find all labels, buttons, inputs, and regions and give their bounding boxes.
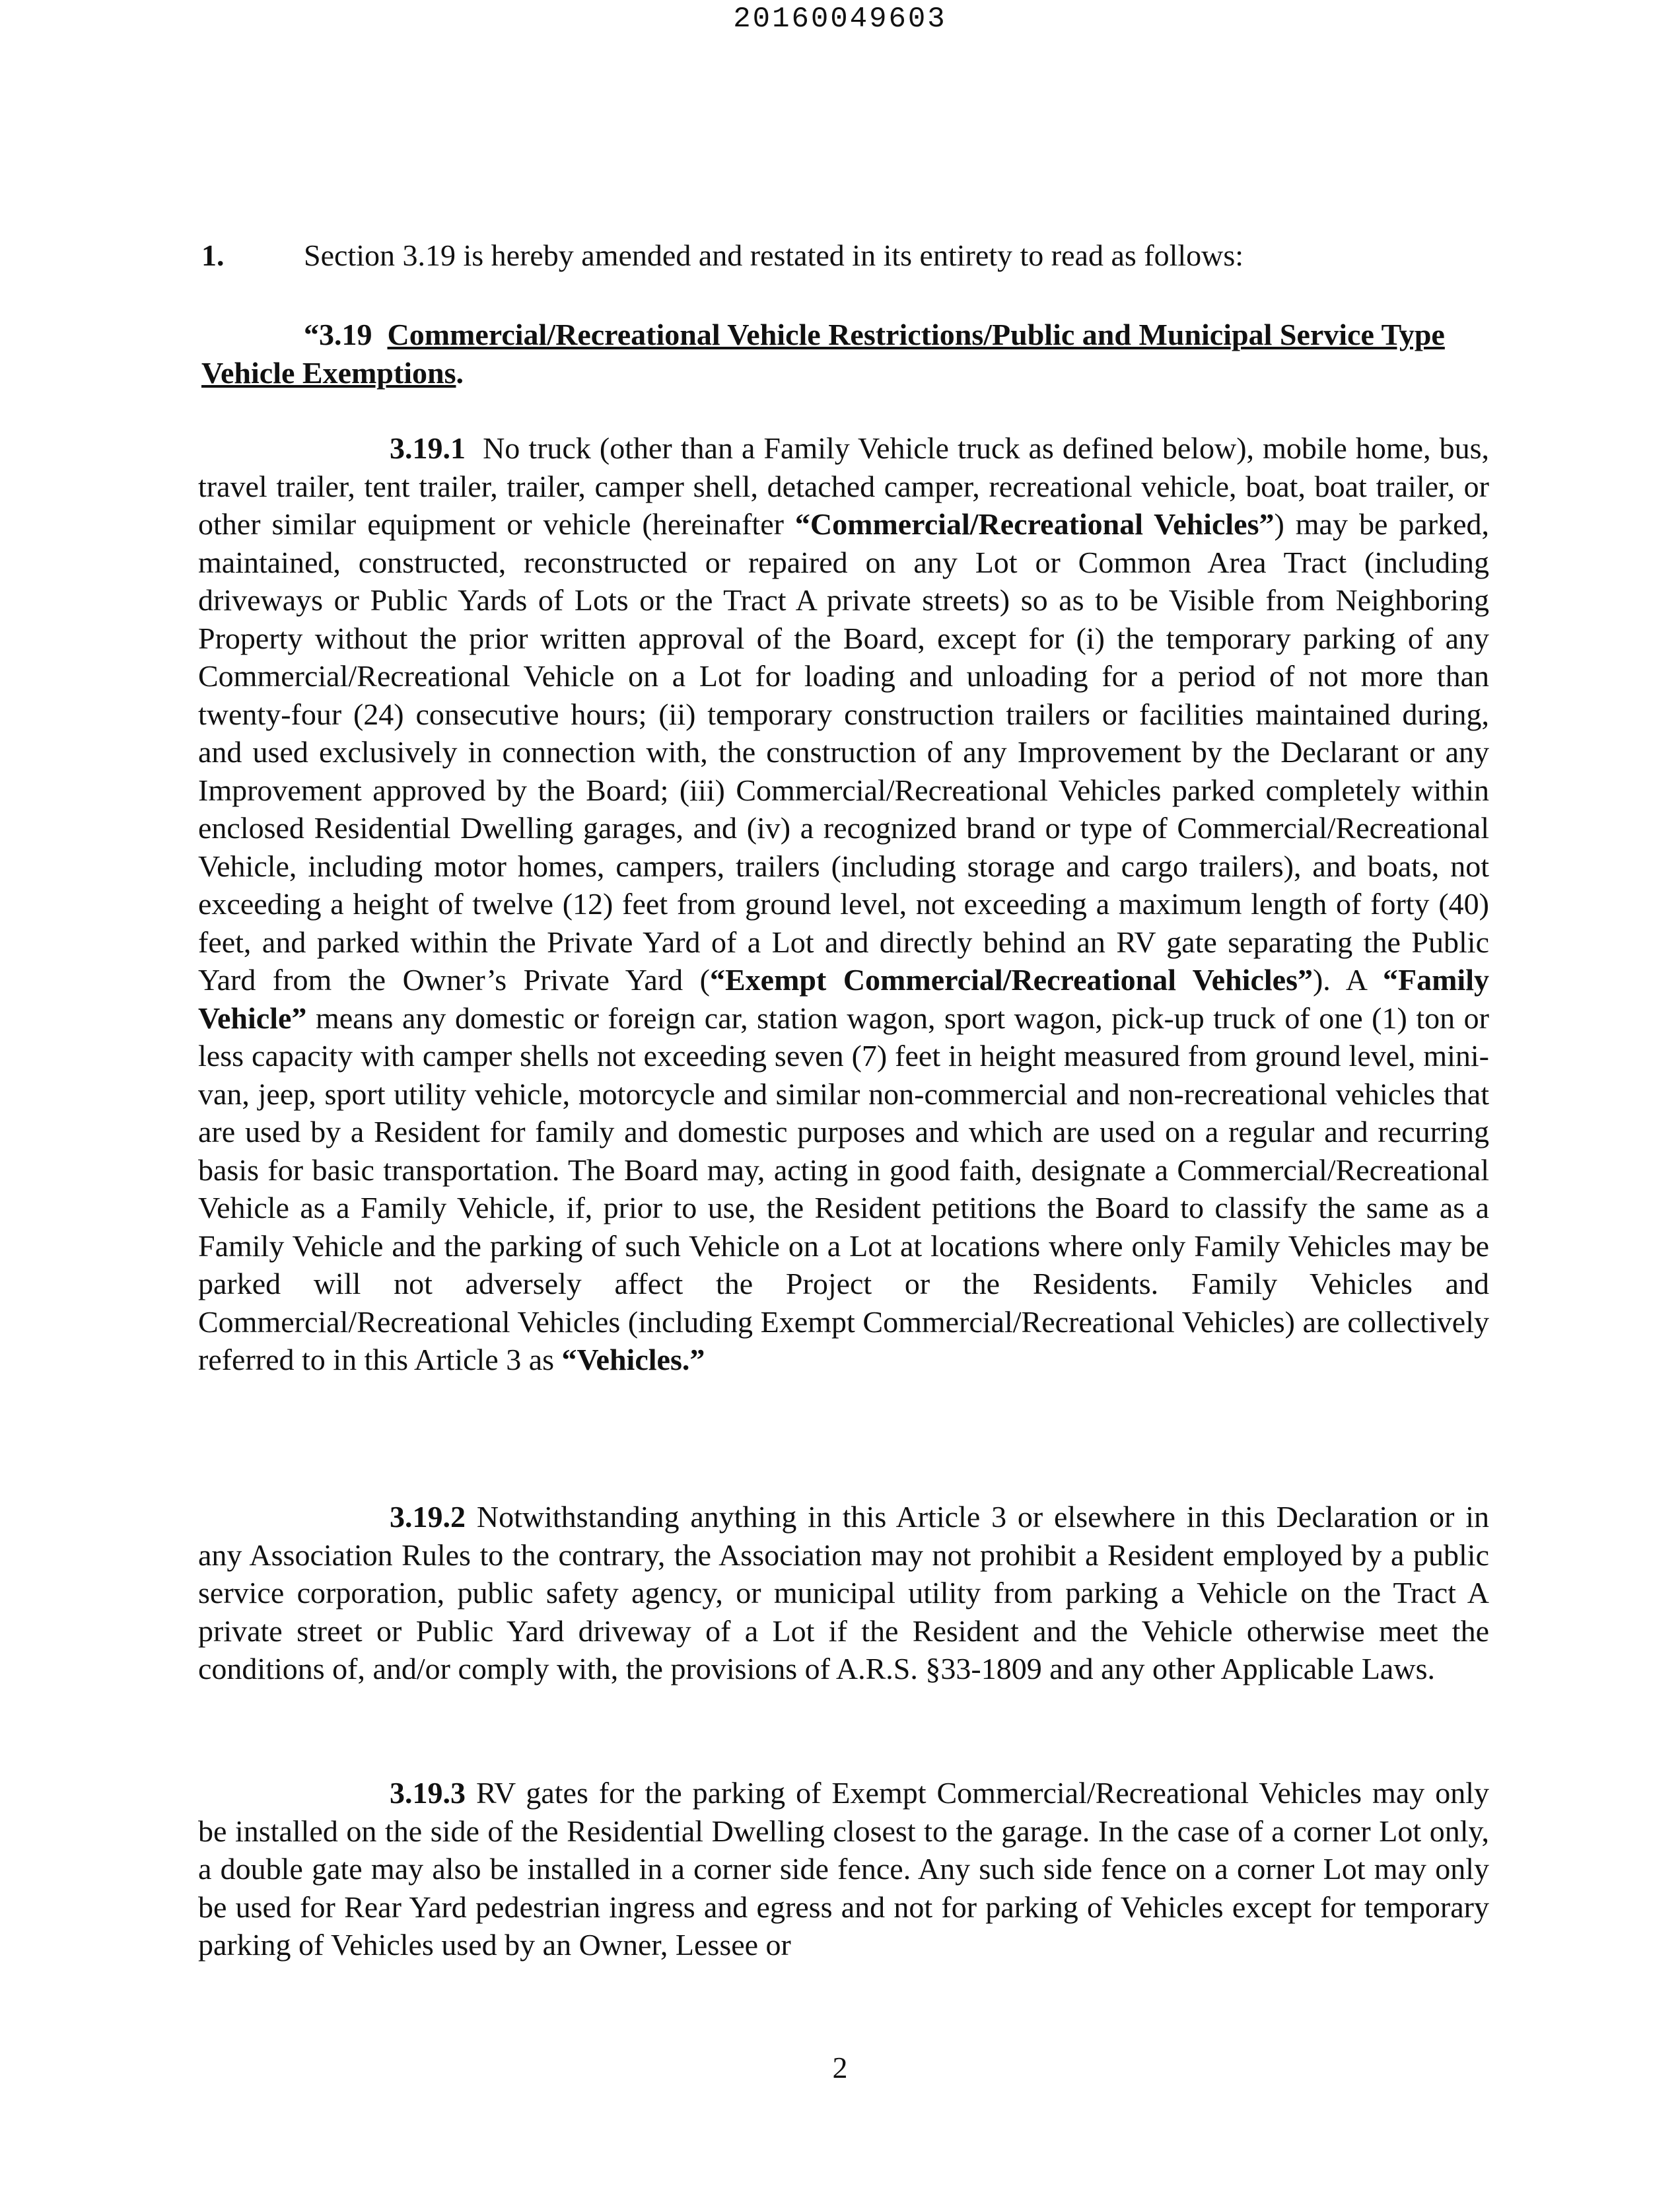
page-number: 2 (832, 2051, 848, 2084)
section-number: 3.19.1 (390, 431, 466, 465)
paragraph-3-19-3 (198, 1774, 1489, 1964)
heading-number: “3.19 (304, 318, 372, 351)
paragraph-text: No truck (other than a Family Vehicle truck as defined below), mobile home, bus, travel trailer, tent trailer, trailer, camper shell, detached camper, recreational vehicle, boat, boat trailer, or other similar equipment or vehicle (hereinafter (198, 431, 1490, 541)
heading-period: . (456, 356, 464, 390)
section-heading (201, 316, 1489, 392)
section-number: 3.19.3 (390, 1776, 466, 1810)
item-number: 1. (201, 238, 225, 272)
heading-title: Commercial/Recreational Vehicle Restrictions/Public and Municipal Service Type Vehicle Exemptions (201, 318, 1445, 390)
document-number: 20160049603 (733, 3, 947, 36)
paragraph-text: ). A (1312, 963, 1383, 997)
paragraph-text: ) may be parked, maintained, constructed, reconstructed or repaired on any Lot or Common Area Tract (including driveways or Public Yards of Lots or the Tract A private streets) so as to be Visible from Neighboring Property without the prior written approval of the Board, except for (i) the temporary parking of any Commercial/Recreational Vehicle on a Lot for loading and unloading for a period of not more than twenty-four (24) consecutive hours; (ii) temporary construction trailers or facilities maintained during, and used exclusively in connection with, the construction of any Improvement by the Declarant or any Improvement approved by the Board; (iii) Commercial/Recreational Vehicles parked completely within enclosed Residential Dwelling garages, and (iv) a recognized brand or type of Commercial/Recreational Vehicle, including motor homes, campers, trailers (including storage and cargo trailers), and boats, not exceeding a height of twelve (12) feet from ground level, not exceeding a maximum length of forty (40) feet, and parked within the Private Yard of a Lot and directly behind an RV gate separating the Public Yard from the Owner’s Private Yard ( (198, 507, 1489, 997)
defined-term: “Commercial/Recreational Vehicles” (794, 507, 1275, 541)
item-text: Section 3.19 is hereby amended and restated in its entirety to read as follows: (304, 238, 1244, 272)
amendment-item (201, 238, 1243, 273)
defined-term: “Family Vehicle” (198, 963, 1489, 1035)
paragraph-text: Notwithstanding anything in this Article 3 or elsewhere in this Declaration or in any Association Rules to the contrary, the Association may not prohibit a Resident employed by a public service corporation, public safety agency, or municipal utility from parking a Vehicle on the Tract A private street or Public Yard driveway of a Lot if the Resident and the Vehicle otherwise meet the conditions of, and/or comply with, the provisions of A.R.S. §33-1809 and any other Applicable Laws. (198, 1500, 1490, 1685)
defined-term: “Vehicles.” (561, 1343, 705, 1376)
paragraph-text: means any domestic or foreign car, station wagon, sport wagon, pick-up truck of one (1) ton or less capacity with camper shells not exceeding seven (7) feet in height measured from ground level, mini-van, jeep, sport utility vehicle, motorcycle and similar non-commercial and non-recreational vehicles that are used by a Resident for family and domestic purposes and which are used on a regular and recurring basis for basic transportation. The Board may, acting in good faith, designate a Commercial/Recreational Vehicle as a Family Vehicle, if, prior to use, the Resident petitions the Board to classify the same as a Family Vehicle and the parking of such Vehicle on a Lot at locations where only Family Vehicles may be parked will not adversely affect the Project or the Residents. Family Vehicles and Commercial/Recreational Vehicles (including Exempt Commercial/Recreational Vehicles) are collectively referred to in this Article 3 as (198, 1001, 1489, 1376)
paragraph-3-19-2 (198, 1498, 1489, 1688)
section-number: 3.19.2 (390, 1500, 466, 1534)
paragraph-3-19-1 (198, 429, 1489, 1379)
defined-term: “Exempt Commercial/Recreational Vehicles” (709, 963, 1313, 997)
paragraph-text: RV gates for the parking of Exempt Commercial/Recreational Vehicles may only be installed on the side of the Residential Dwelling closest to the garage. In the case of a corner Lot only, a double gate may also be installed in a corner side fence. Any such side fence on a corner Lot may only be used for Rear Yard pedestrian ingress and egress and not for parking of Vehicles except for temporary parking of Vehicles used by an Owner, Lessee or (198, 1776, 1489, 1962)
